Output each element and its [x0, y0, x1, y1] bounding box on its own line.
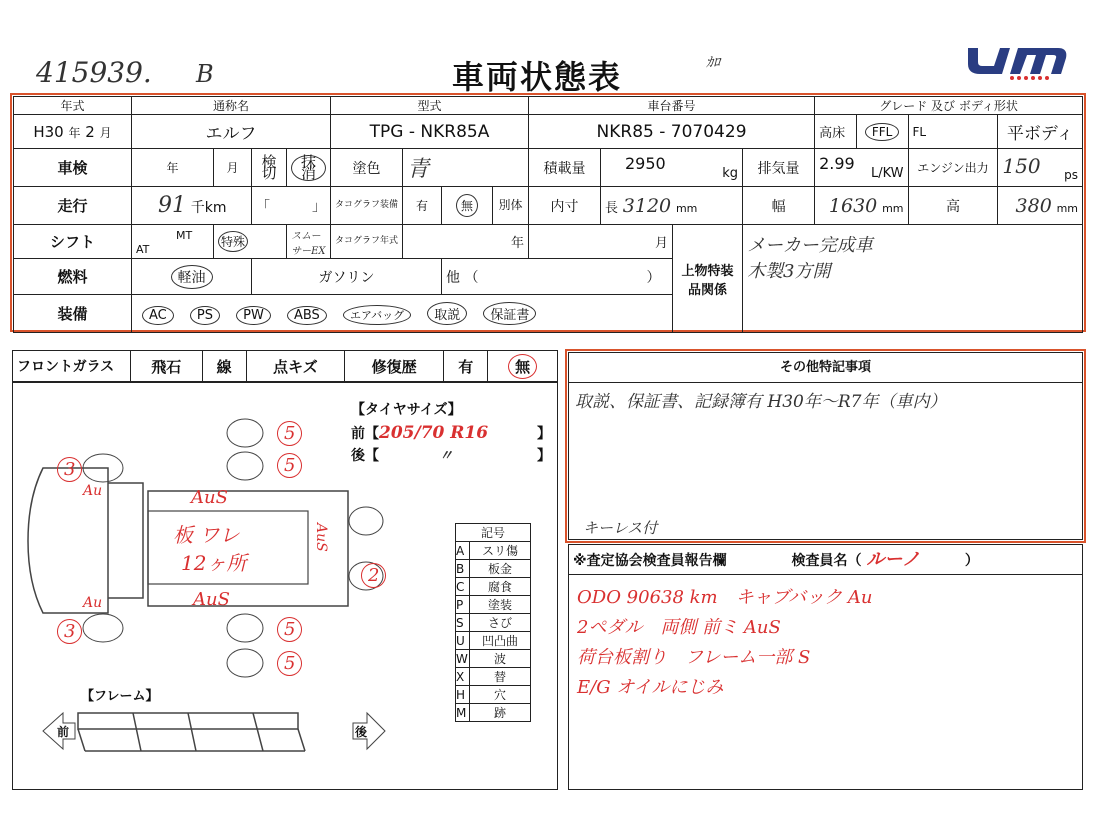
fuel-label: 燃料 — [14, 259, 132, 295]
ws-scratch: 点キズ — [246, 351, 345, 382]
legend-code: H — [456, 686, 470, 704]
inspector-header — [569, 545, 1082, 575]
length-cell: 長 3120 mm — [601, 187, 743, 225]
inspection-cancelled: 抹消 — [287, 149, 331, 187]
repair-label: 修復歴 — [345, 351, 444, 382]
hdr-chassis: 車台番号 — [529, 97, 815, 115]
legend-code: B — [456, 560, 470, 578]
spec-table — [13, 96, 1083, 333]
report-line: ODO 90638 km キャブバック Au — [577, 587, 873, 608]
frame-label: 【フレーム】 — [81, 689, 159, 704]
inner-label: 内寸 — [529, 187, 601, 225]
legend-code: U — [456, 632, 470, 650]
frame-rear: 後 — [355, 725, 368, 739]
color-label: 塗色 — [331, 149, 403, 187]
inspector-close: ） — [964, 553, 979, 569]
windshield-label: フロントガラス — [13, 351, 131, 382]
tire-mark-rr1: 5 — [277, 617, 302, 642]
handwritten-note: ｶﾛ — [706, 55, 720, 71]
legend-code: P — [456, 596, 470, 614]
legend-desc: 塗装 — [470, 596, 531, 614]
legend-desc: 波 — [470, 650, 531, 668]
repair-has: 有 — [444, 351, 488, 382]
tire-front: 前【205/70 R16 】 — [351, 423, 551, 443]
legend-code: A — [456, 542, 470, 560]
tacho-month: 月 — [529, 225, 673, 259]
tire-mark-fl: 3 — [57, 457, 82, 482]
height-label: 高 — [908, 187, 998, 225]
cab-fl: FL — [908, 115, 998, 149]
width-label: 幅 — [743, 187, 815, 225]
hdr-model-name: 通称名 — [132, 97, 331, 115]
legend-code: C — [456, 578, 470, 596]
tacho-none: 無 — [442, 187, 493, 225]
fuel-diesel: 軽油 — [132, 259, 252, 295]
legend-title: 記号 — [456, 524, 531, 542]
load-cell: 2950 kg — [601, 149, 743, 187]
shift-special: 特殊 — [214, 225, 287, 259]
note-cab-bottom: Au — [83, 595, 103, 611]
height-cell: 380 mm — [998, 187, 1083, 225]
width-cell: 1630 mm — [815, 187, 908, 225]
note-top: AuS — [191, 487, 228, 508]
damage-diagram — [12, 382, 558, 790]
engine-label: エンジン出力 — [908, 149, 998, 187]
hdr-model-code: 型式 — [331, 97, 529, 115]
report-line: E/G オイルにじみ — [577, 677, 724, 698]
tacho-separate: 別体 — [493, 187, 529, 225]
tire-size-title: 【タイヤサイズ】 — [351, 402, 462, 418]
tire-mark-fr2: 5 — [277, 453, 302, 478]
note-bed-count: 12ヶ所 — [181, 551, 247, 575]
inspection-label: 車検 — [14, 149, 132, 187]
inspector-name-label: 検査員名（ — [791, 553, 862, 569]
legend-code: X — [456, 668, 470, 686]
cab-ffl: FFL — [856, 115, 908, 149]
shift-options: MT AT — [132, 225, 214, 259]
special-note2: キーレス付 — [583, 519, 658, 537]
legend-desc: 跡 — [470, 704, 531, 722]
shift-note: スムーサーEX — [287, 225, 331, 259]
special-note1: 取説、保証書、記録簿有 H30年〜R7年（車内） — [575, 392, 947, 412]
note-bottom: AuS — [193, 589, 230, 610]
fuel-gasoline: ガソリン — [252, 259, 442, 295]
engine-cell: 150 ps — [998, 149, 1083, 187]
legend-desc: スリ傷 — [470, 542, 531, 560]
inspector-box — [568, 544, 1083, 790]
mileage-cell: 91 千km — [132, 187, 252, 225]
displacement-cell: 2.99 L/KW — [815, 149, 908, 187]
fuel-other: 他 （ ） — [442, 259, 673, 295]
legend-desc: 穴 — [470, 686, 531, 704]
report-line: 2ペダル 両側 前ミ AuS — [577, 617, 781, 638]
tacho-equip-label: タコグラフ装備 — [331, 187, 403, 225]
cab-high: 高床 — [815, 115, 857, 149]
report-line: 荷台板割り フレーム一部 S — [577, 647, 811, 668]
legend-desc: さび — [470, 614, 531, 632]
tire-rear: 後【 〃 】 — [351, 448, 551, 464]
legend-desc: 替 — [470, 668, 531, 686]
legend-code: M — [456, 704, 470, 722]
upper-notes: メーカー完成車 木製3方開 — [743, 225, 1083, 333]
year-cell: H30 年 2 月 — [14, 115, 132, 149]
special-label: その他特記事項 — [569, 353, 1082, 383]
inspector-name: ルーノ — [866, 549, 921, 570]
tire-mark-spare: 2 — [361, 563, 386, 588]
mileage-brackets: 「 」 — [252, 187, 331, 225]
inspection-month: 月 — [214, 149, 252, 187]
ws-line: 線 — [202, 351, 246, 382]
legend-desc: 板金 — [470, 560, 531, 578]
tacho-year-label: タコグラフ年式 — [331, 225, 403, 259]
legend-desc: 凹凸曲 — [470, 632, 531, 650]
upper-label: 上物特装品関係 — [673, 225, 743, 333]
equipment-label: 装備 — [14, 295, 132, 333]
note-bed: 板 ワレ — [173, 523, 240, 547]
brand-logo — [962, 38, 1072, 82]
windshield-table — [12, 350, 558, 382]
equipment-list: AC PS PW ABS エアバッグ 取説 保証書 — [132, 295, 673, 333]
shift-label: シフト — [14, 225, 132, 259]
frame-front: 前 — [57, 725, 70, 739]
hdr-year: 年式 — [14, 97, 132, 115]
displacement-label: 排気量 — [743, 149, 815, 187]
model-name: エルフ — [132, 115, 331, 149]
note-cab-top: Au — [83, 483, 103, 499]
page-title: 車両状態表 — [452, 58, 623, 96]
hdr-grade: グレード 及び ボディ形状 — [815, 97, 1083, 115]
inspection-year: 年 — [132, 149, 214, 187]
symbol-legend — [455, 523, 531, 722]
legend-desc: 腐食 — [470, 578, 531, 596]
repair-none: 無 — [488, 351, 558, 382]
special-box — [568, 352, 1083, 540]
note-rear: AuS — [313, 523, 329, 552]
tacho-has: 有 — [403, 187, 442, 225]
legend-code: W — [456, 651, 468, 666]
color-value: 青 — [403, 149, 529, 187]
chassis-number: NKR85 - 7070429 — [529, 115, 815, 149]
model-code: TPG - NKR85A — [331, 115, 529, 149]
inspector-label: ※査定協会検査員報告欄 — [573, 553, 727, 569]
legend-code: S — [456, 614, 470, 632]
handwritten-id: 415939. — [36, 56, 152, 89]
body-type: 平ボディ — [998, 115, 1083, 149]
tacho-year: 年 — [403, 225, 529, 259]
load-label: 積載量 — [529, 149, 601, 187]
tire-mark-rr2: 5 — [277, 651, 302, 676]
inspection-state: 検切 — [252, 149, 287, 187]
handwritten-grade: B — [196, 60, 214, 88]
tire-mark-rl: 3 — [57, 619, 82, 644]
mileage-label: 走行 — [14, 187, 132, 225]
report-lines — [569, 575, 1082, 703]
ws-chip: 飛石 — [131, 351, 203, 382]
tire-mark-fr1: 5 — [277, 421, 302, 446]
